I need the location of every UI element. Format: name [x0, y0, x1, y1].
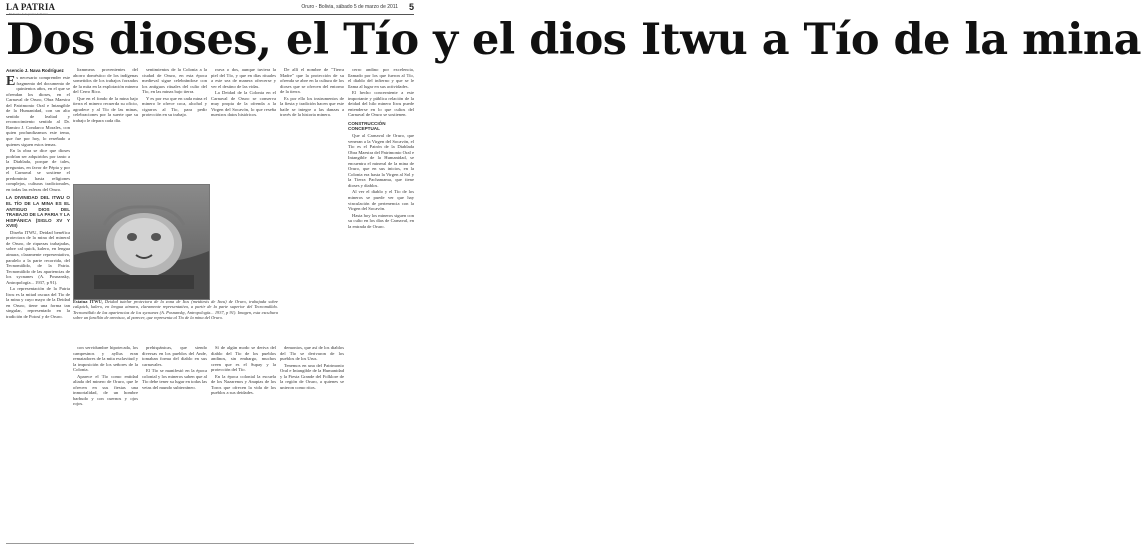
masthead — [6, 2, 414, 15]
article-headline: Dos dioses, el Tío y el dios Itwu a Tío de la mina — [6, 15, 1141, 65]
paragraph: Al ver el diablo y el Tío de los mineros se puede ver que hay vinculación de pertenencia con la Virgen del Socavón. — [348, 189, 414, 212]
dateline: Oruro - Bolivia, sábado 5 de marzo de 2011 — [301, 4, 398, 10]
section-subheading: CONSTRUCCIÓN CONCEPTUAL — [348, 120, 386, 132]
paragraph: s necesario comprender este fragmento del documento de quinientos años, en el que se ofrendan los dioses, en el Carnaval de Oruro, Obra Maestra del Patrimonio Oral e Intangible de la Humanidad, con un alto sentido de lealtad y reconocimiento sentido al Dr. Ramiro J. Condarco Morales, con quien profundizamos este tema, que fue por hoy, lo reseñado a quienes siguen estos temas. — [6, 75, 70, 147]
article-byline: Asencio J. Nava Rodríguez — [6, 68, 64, 73]
newspaper-logo: LA PATRIA — [6, 2, 56, 12]
paragraph: La Deidad de la Colonia en el Carnaval de Oruro se conserva muy propia de la ofrenda a la Virgen del Socavón, lo que reseña nuestros datos históricos. — [211, 90, 276, 118]
column-5 — [280, 67, 344, 217]
paragraph: Y es por eso que en cada mina el minero le ofrece coca, alcohol y cigarros al Tío, para pedir protección en su trabajo. — [142, 95, 207, 118]
paragraph: Que al Carnaval de Oruro, que veneran a la Virgen del Socavón, el Tío es el Patrón de la Diablada Obra Maestra del Patrimonio Oral e Intangible de la Humanidad, se encuentra el mineral de la mina de Oruro, que en sus inicios, en la Colonia era hasta la Virgen al Sol y la Tierra Pachamama, que tiene dioses y diablos. — [348, 133, 414, 188]
bottom-column-4 — [211, 345, 276, 543]
paragraph: Sí de algún modo se deriva del diablo del Tío de los pueblos andinos, sin embargo, muchos creen que es el Supay y la protección del Tío. — [211, 345, 276, 373]
statue-photo — [73, 184, 210, 300]
bottom-column-2 — [73, 345, 138, 543]
bottom-column-3 — [142, 345, 207, 543]
paragraph: El hecho concerniente a este importante y pública relación de la deidad del hilo minero Itwu puede entenderse en lo que cultos del Carnaval de Oruro se sostienen. — [348, 90, 414, 118]
caption-label: Estatua ITWU, — [73, 299, 103, 304]
paragraph: lizmmeas provenientes del ahorro doméstico de los indígenas sometidos de los trabajos forzados de la mita en la explotación minera del Cerro Rico. — [73, 67, 138, 95]
photo-caption — [73, 299, 278, 320]
section-subheading: LA DIVINIDAD DEL ITWU O EL TÍO DE LA MINA ES EL ANTIGUO DIOS DEL TRABAJO DE LA PARIA Y LA HISPÁNICA (SIGLO XV Y XVIII) — [6, 195, 70, 229]
paragraph: rrava o dos, aunque tuviera la piel del Tío, y que en días rituales a este sea de manera ofrecerse y ver el destino de las vidas. — [211, 67, 276, 89]
bottom-column-5 — [280, 345, 344, 543]
paragraph: El Tío se manifestó en la época colonial y los mineros saben que al Tío debe tener su lugar en todas las vetas del mundo subterráneo. — [142, 368, 207, 390]
paragraph: De allí el nombre de "Tierra Madre" que la protección de su ofrenda se abre en la cultura de los dioses que se ofrecen del entorno de la tierra. — [280, 67, 344, 95]
paragraph: En la obra se dice que dioses podrían ser adquiridos por tanto a la Diablada, porque de tales, preguntas, en favor de Pépta y por el Carnaval se sostiene el predominio hasta religiones complejas, culturas tradicionales, en todas las esferas del Oruro. — [6, 148, 70, 192]
paragraph: prehispánicas, que siendo diversas en los pueblos del Ande, tomaban forma del diablo en sus carnavales. — [142, 345, 207, 367]
paragraph: Diseña ITWU, Deidad benéfica protectora de la mina del mineral de Oruro, de riquezas trabajadas, sobre cal quick, kalero, en lengua aimara, claramente representativa, paralelo a la parte recorrida, del Tecnomálido, de la Patria. Tecnomálido de las apariencias de los sycnanes (A. Posnansky, Antropología... 1937, p 91). — [6, 229, 70, 285]
newspaper-tagline: El decano de la prensa boliviana — [9, 12, 48, 16]
paragraph: sentimientos de la Colonia a la ciudad de Oruro, en esta época medieval sigue celebrándose con los antiguos rituales del culto del Tío, en las minas bajo tierra. — [142, 67, 207, 95]
statue-illustration — [74, 185, 209, 299]
paragraph: Es por ello los instrumentos de la fiesta y tradición hacen que este baile se integre a las danzas a través de la historia minera. — [280, 95, 344, 118]
column-2 — [73, 67, 138, 181]
paragraph: demonios, que así de los diablos del Tío se derivaron de los pueblos de los Urus. — [280, 345, 344, 362]
column-4 — [211, 67, 276, 181]
page-number: 5 — [408, 2, 414, 12]
column-3 — [142, 67, 207, 181]
paragraph: En la época colonial la escuela de los Nazarenos y Anapias de los Toros que ofrecen la vida de los pueblos a sus deidades. — [211, 373, 276, 396]
paragraph: con servidumbre hipotecada, los campesinos y ayllus eran rematadores de la mita esclavitud y la imposición de los señores de la Colonia. — [73, 345, 138, 373]
paragraph: Aparece el Tío como entidad aliada del minero de Oruro, que le ofrecen en sus fiestas una inmortalidad, de un hombre barbudo y con cuernos y ojos rojos. — [73, 373, 138, 407]
column-6 — [348, 67, 414, 543]
paragraph: Tenemos en una del Patrimonio Oral e Intangible de la Humanidad y la Fiesta Grande del Folklore de la región de Oruro, a quienes se unieron como ritos. — [280, 362, 344, 390]
column-1 — [6, 75, 70, 543]
paragraph: Que en el fondo de la mina bajo tierra el minero recuerda su oficio, agradece y al Tío de las minas, celebraciones por la suerte que su trabajo le depara cada día. — [73, 95, 138, 123]
paragraph: Hasta hoy los mineros siguen con su culto en los días de Carnaval, en la entrada de Oruro. — [348, 212, 414, 229]
dropcap: E — [6, 74, 16, 89]
paragraph: La representación de la Patria Itwu es la mitad oscura del Tío de la mina y cuyo mayo de la Deidad en Oruro, tiene una forma tan singular, representado en la tradición de Potosí y de Oruro. — [6, 286, 70, 319]
bottom-rule — [6, 543, 414, 544]
paragraph: cerro andino por excelencia, llamado por los que fueron al Tío, el diablo del infierno y que se le llama al lugar en sus actividades. — [348, 67, 414, 89]
caption-text: Deidad tutelar protectora de la zona de Itos (metátesis de Itwu) de Oruro, trabajada sobre calquick, kalero, en lengua aimara, claramente representativa, a partir de la parte superior del Tecnomálido. Tecnomálido de las apariencias de los sycnanes (A. Posnansky, Antropología... 1937, p 91). Imagen, esta escultura sobre un farallón de arenisca, al parecer, que representa al Tío de la mina del Oruro. — [73, 299, 278, 320]
